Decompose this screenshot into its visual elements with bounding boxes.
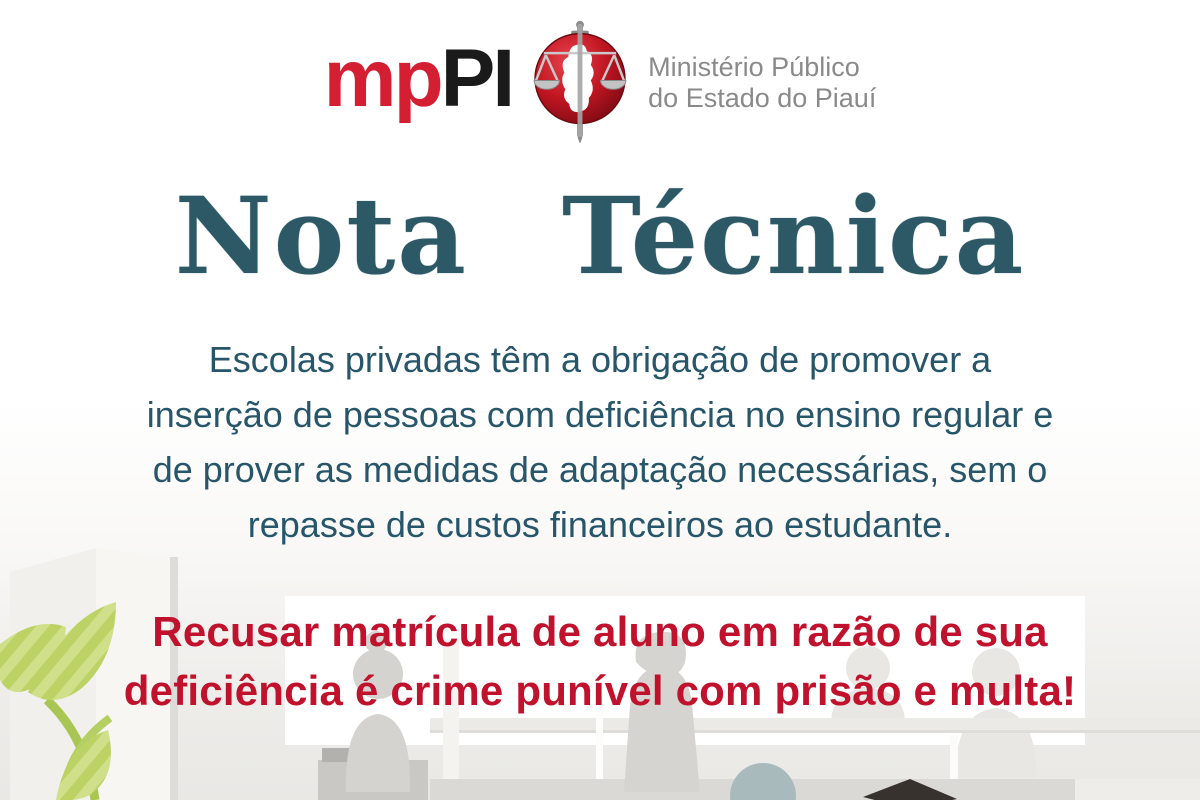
body-line: de prover as medidas de adaptação necessárias, sem o	[152, 449, 1048, 490]
warning-line: deficiência é crime punível com prisão e multa!	[123, 667, 1077, 714]
body-line: inserção de pessoas com deficiência no ensino regular e	[146, 394, 1054, 435]
org-name-line1: Ministério Público	[648, 52, 860, 82]
body-line: repasse de custos financeiros ao estudante.	[247, 504, 953, 545]
warning-line: Recusar matrícula de aluno em razão de sua	[152, 608, 1048, 655]
page-title: Nota Técnica	[174, 173, 1026, 298]
org-name-line2: do Estado do Piauí	[648, 83, 877, 114]
body-line: Escolas privadas têm a obrigação de promover a	[208, 339, 992, 380]
person-silhouette	[730, 763, 796, 800]
logo-pi-text: PI	[440, 33, 513, 124]
logo-mp-text: mp	[323, 33, 441, 124]
